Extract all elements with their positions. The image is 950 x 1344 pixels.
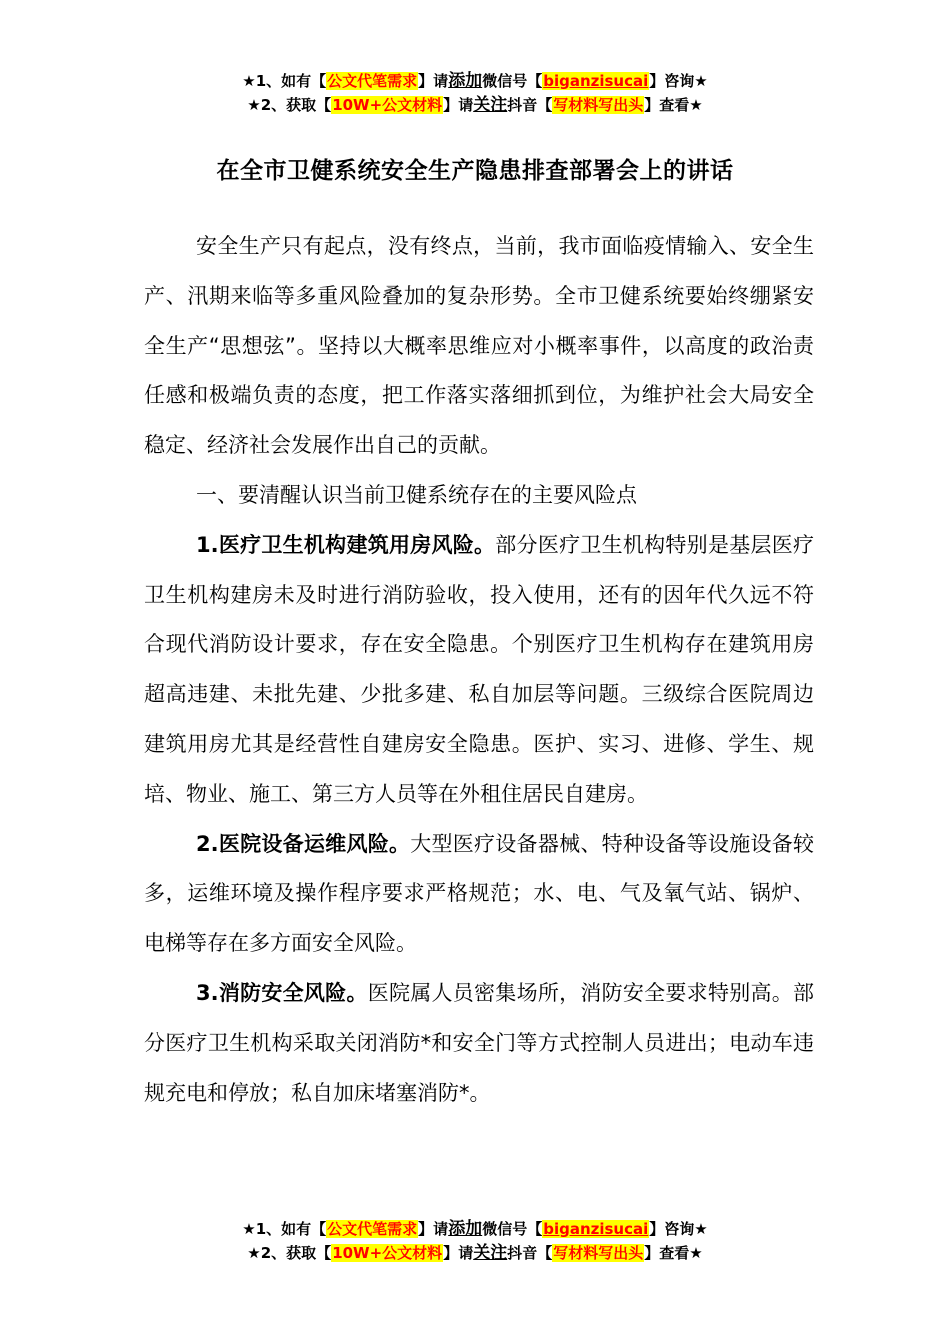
promo-highlight: 10W+公文材料 [332,1244,443,1262]
promo-line-1 [0,1217,950,1241]
promo-text: ★2、获取【 [247,1244,332,1262]
promo-emphasis: 关注 [473,1243,508,1263]
document-title: 在全市卫健系统安全生产隐患排查部署会上的讲话 [216,158,734,184]
item-2-text: 大型医疗设备器械、特种设备等设施设备较多，运维环境及操作程序要求严格规范；水、电、气及氧气站、锅炉、电梯等存在多方面安全风险。 [144,831,814,956]
promo-wechat-id: biganzisucai [543,1220,649,1238]
promo-wechat-id: biganzisucai [543,72,649,90]
promo-text: 】请 [443,96,474,114]
promo-emphasis: 添加 [448,1219,483,1239]
promo-text: 】请 [418,72,449,90]
promo-text: 微信号【 [482,72,543,90]
promo-line-2 [0,93,950,117]
promo-text: 】请 [443,1244,474,1262]
item-1-paragraph [144,521,814,820]
item-2-heading: 2.医院设备运维风险。 [196,831,411,856]
promo-text: 】查看★ [644,96,703,114]
promo-text: 】咨询★ [649,1220,708,1238]
promo-line-2 [0,1241,950,1265]
promo-text: 】咨询★ [649,72,708,90]
item-2-paragraph [144,820,814,969]
promo-line-1 [0,69,950,93]
document-body [144,222,814,1118]
item-1-text: 部分医疗卫生机构特别是基层医疗卫生机构建房未及时进行消防验收，投入使用，还有的因年代久远不符合现代消防设计要求，存在安全隐患。个别医疗卫生机构存在建筑用房超高违建、未批先建、少批多建、私自加层等问题。三级综合医院周边建筑用房尤其是经营性自建房安全隐患。医护、实习、进修、学生、规培、物业、施工、第三方人员等在外租住居民自建房。 [144,532,814,806]
promo-highlight: 公文代笔需求 [327,72,418,90]
promo-douyin-id: 写材料写出头 [553,1244,644,1262]
promo-text: 抖音【 [507,96,553,114]
promo-emphasis: 添加 [448,71,483,91]
promo-text: 抖音【 [507,1244,553,1262]
promo-text: 】查看★ [644,1244,703,1262]
item-3-paragraph [144,969,814,1118]
item-1-heading: 1.医疗卫生机构建筑用房风险。 [196,532,496,557]
promo-text: ★1、如有【 [242,1220,327,1238]
item-3-heading: 3.消防安全风险。 [196,980,368,1005]
item-3-text: 医院属人员密集场所，消防安全要求特别高。部分医疗卫生机构采取关闭消防*和安全门等方式控制人员进出；电动车违规充电和停放；私自加床堵塞消防*。 [144,980,815,1105]
intro-paragraph: 安全生产只有起点，没有终点，当前，我市面临疫情输入、安全生产、汛期来临等多重风险叠加的复杂形势。全市卫健系统要始终绷紧安全生产“思想弦”。坚持以大概率思维应对小概率事件，以高度的政治责任感和极端负责的态度，把工作落实落细抓到位，为维护社会大局安全稳定、经济社会发展作出自己的贡献。 [144,234,814,458]
promo-highlight: 10W+公文材料 [332,96,443,114]
promo-text: 】请 [418,1220,449,1238]
promo-text: ★2、获取【 [247,96,332,114]
promo-text: 微信号【 [482,1220,543,1238]
promo-douyin-id: 写材料写出头 [553,96,644,114]
promo-banner-top [0,69,950,117]
section-heading: 一、要清醒认识当前卫健系统存在的主要风险点 [196,482,637,507]
promo-text: ★1、如有【 [242,72,327,90]
promo-banner-bottom [0,1217,950,1265]
promo-highlight: 公文代笔需求 [327,1220,418,1238]
promo-emphasis: 关注 [473,95,508,115]
